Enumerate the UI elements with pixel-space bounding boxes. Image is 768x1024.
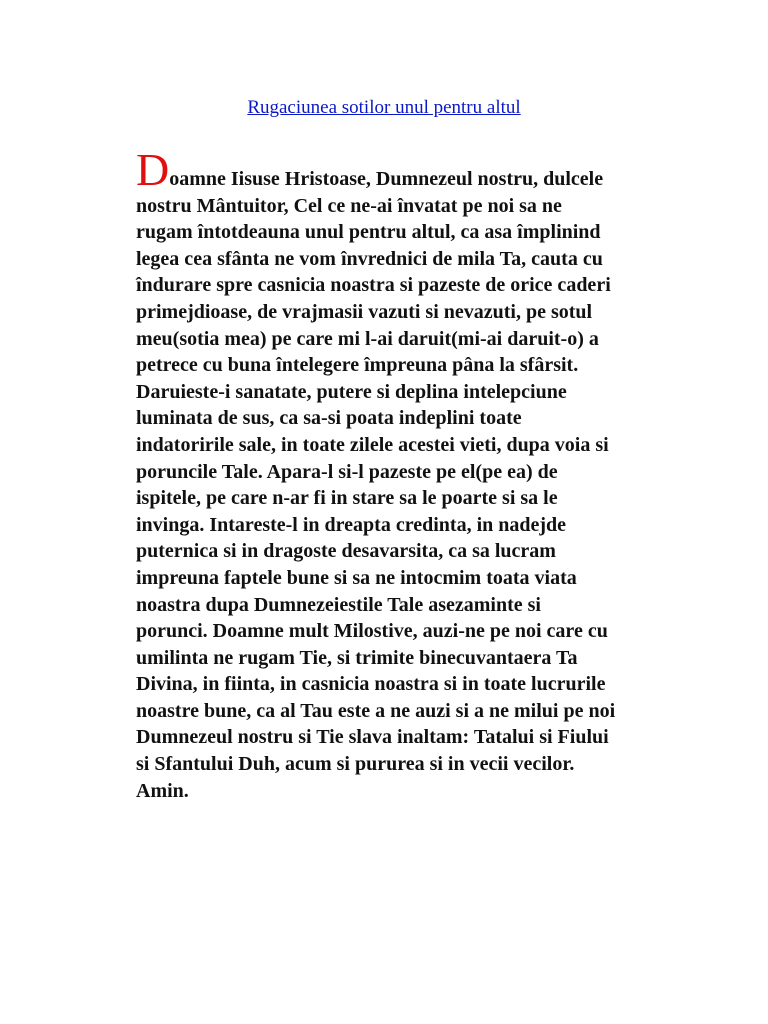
- prayer-line: ispitele, pe care n-ar fi in stare sa le poarte si sa le: [136, 487, 558, 510]
- prayer-line: si Sfantului Duh, acum si pururea si in vecii vecilor.: [136, 753, 575, 776]
- prayer-line: invinga. Intareste-l in dreapta credinta, in nadejde: [136, 513, 567, 536]
- prayer-line: Divina, in fiinta, in casnicia noastra si in toate lucrurile: [136, 673, 606, 696]
- prayer-line: impreuna faptele bune si sa ne intocmim toata viata: [136, 566, 577, 589]
- prayer-line: primejdioase, de vrajmasii vazuti si nevazuti, pe sotul: [136, 300, 593, 323]
- prayer-line: nostru Mântuitor, Cel ce ne-ai învatat pe noi sa ne: [136, 194, 562, 217]
- prayer-line: Daruieste-i sanatate, putere si deplina intelepciune: [136, 380, 567, 403]
- prayer-line: rugam întotdeauna unul pentru altul, ca asa împlinind: [136, 221, 601, 244]
- prayer-line-text: oamne Iisuse Hristoase, Dumnezeul nostru, dulcele: [169, 168, 604, 190]
- page-title-link[interactable]: Rugaciunea sotilor unul pentru altul: [247, 97, 521, 118]
- prayer-line: meu(sotia mea) pe care mi l-ai daruit(mi-ai daruit-o) a: [136, 327, 599, 350]
- prayer-line: noastra dupa Dumnezeiestile Tale asezaminte si: [136, 593, 541, 616]
- prayer-line: petrece cu buna întelegere împreuna pâna la sfârsit.: [136, 354, 579, 377]
- prayer-line: indatoririle sale, in toate zilele acestei vieti, dupa voia si: [136, 433, 609, 456]
- prayer-text: [136, 144, 676, 804]
- prayer-line: Dumnezeul nostru si Tie slava inaltam: Tatalui si Fiului: [136, 726, 609, 749]
- prayer-line: noastre bune, ca al Tau este a ne auzi si a ne milui pe noi: [136, 699, 616, 722]
- prayer-line: îndurare spre casnicia noastra si pazeste de orice caderi: [136, 274, 611, 297]
- prayer-line: Amin.: [136, 779, 189, 802]
- prayer-line: poruncile Tale. Apara-l si-l pazeste pe el(pe ea) de: [136, 460, 558, 483]
- prayer-line: puternica si in dragoste desavarsita, ca sa lucram: [136, 540, 556, 563]
- prayer-line-1: [136, 144, 676, 195]
- prayer-line: luminata de sus, ca sa-si poata indeplini toate: [136, 407, 522, 430]
- drop-cap: D: [136, 144, 170, 195]
- prayer-line: umilinta ne rugam Tie, si trimite binecuvantaera Ta: [136, 646, 578, 669]
- prayer-line: porunci. Doamne mult Milostive, auzi-ne pe noi care cu: [136, 620, 608, 643]
- prayer-line: legea cea sfânta ne vom învrednici de mila Ta, cauta cu: [136, 247, 603, 270]
